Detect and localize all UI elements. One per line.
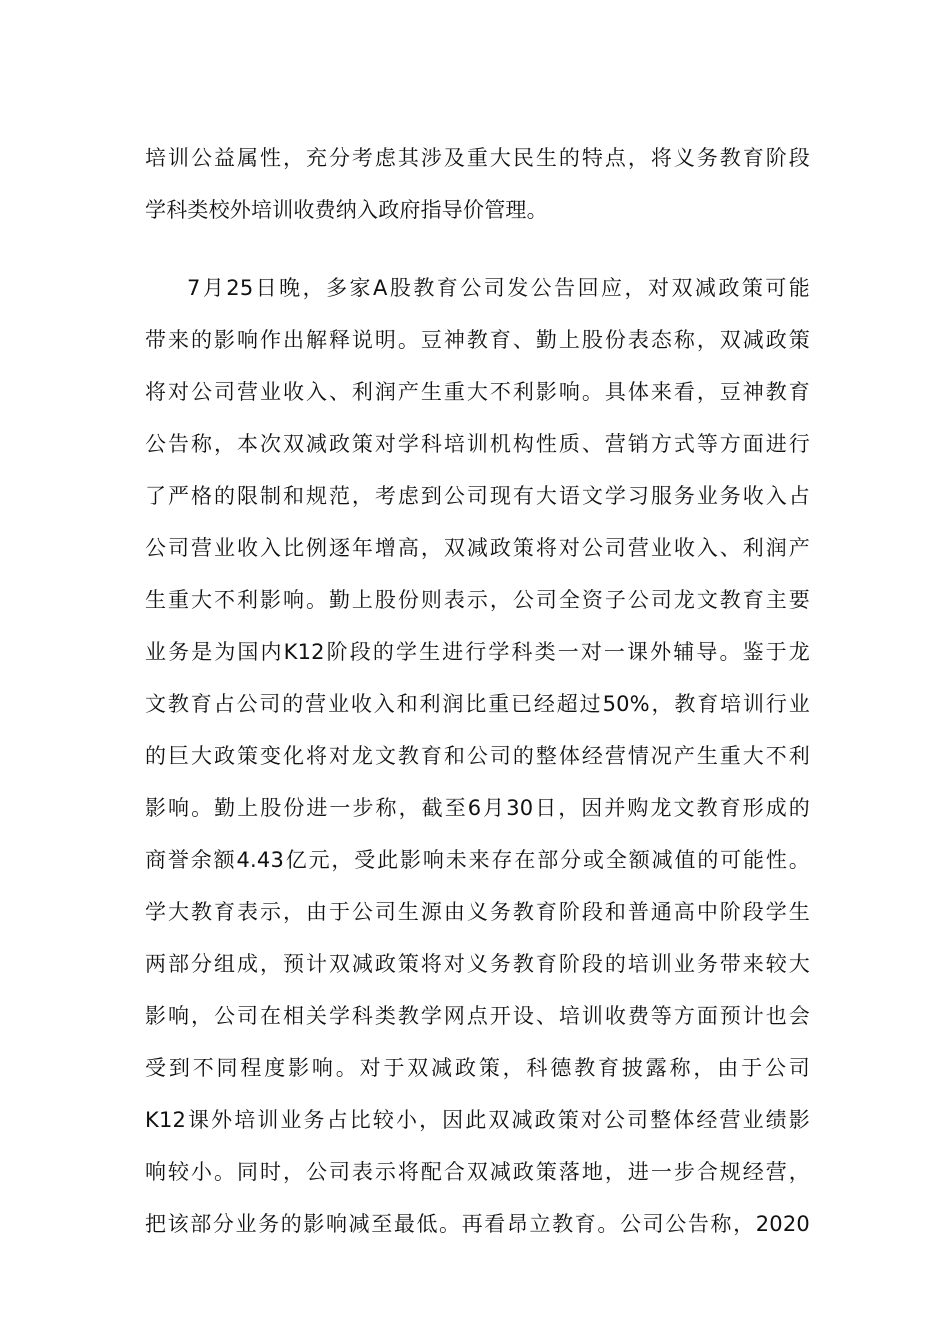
text-line: 培训公益属性，充分考虑其涉及重大民生的特点，将义务教育阶段	[145, 146, 810, 170]
text-line: 学科类校外培训收费纳入政府指导价管理。	[145, 198, 548, 222]
paragraph-first-line: 7月25日晚，多家A股教育公司发公告回应，对双减政策可能	[187, 276, 810, 300]
text-line: 影响。勤上股份进一步称，截至6月30日，因并购龙文教育形成的	[145, 796, 810, 820]
text-line: K12课外培训业务占比较小，因此双减政策对公司整体经营业绩影	[145, 1108, 810, 1132]
text-line: 学大教育表示，由于公司生源由义务教育阶段和普通高中阶段学生	[145, 900, 810, 924]
text-line: 受到不同程度影响。对于双减政策，科德教育披露称，由于公司	[145, 1056, 810, 1080]
body-text	[145, 132, 810, 1250]
text-line: 了严格的限制和规范，考虑到公司现有大语文学习服务业务收入占	[145, 484, 810, 508]
text-line: 将对公司营业收入、利润产生重大不利影响。具体来看，豆神教育	[145, 380, 810, 404]
text-line: 把该部分业务的影响减至最低。再看昂立教育。公司公告称，2020	[145, 1212, 810, 1236]
text-line: 两部分组成，预计双减政策将对义务教育阶段的培训业务带来较大	[145, 952, 810, 976]
text-line: 影响，公司在相关学科类教学网点开设、培训收费等方面预计也会	[145, 1004, 810, 1028]
text-line: 的巨大政策变化将对龙文教育和公司的整体经营情况产生重大不利	[145, 744, 810, 768]
text-line: 商誉余额4.43亿元，受此影响未来存在部分或全额减值的可能性。	[145, 848, 810, 872]
text-line: 公司营业收入比例逐年增高，双减政策将对公司营业收入、利润产	[145, 536, 810, 560]
text-line: 业务是为国内K12阶段的学生进行学科类一对一课外辅导。鉴于龙	[145, 640, 810, 664]
text-line: 生重大不利影响。勤上股份则表示，公司全资子公司龙文教育主要	[145, 588, 810, 612]
text-line: 公告称，本次双减政策对学科培训机构性质、营销方式等方面进行	[145, 432, 810, 456]
text-line: 文教育占公司的营业收入和利润比重已经超过50%，教育培训行业	[145, 692, 810, 716]
text-line: 响较小。同时，公司表示将配合双减政策落地，进一步合规经营，	[145, 1160, 810, 1184]
text-line: 带来的影响作出解释说明。豆神教育、勤上股份表态称，双减政策	[145, 328, 810, 352]
